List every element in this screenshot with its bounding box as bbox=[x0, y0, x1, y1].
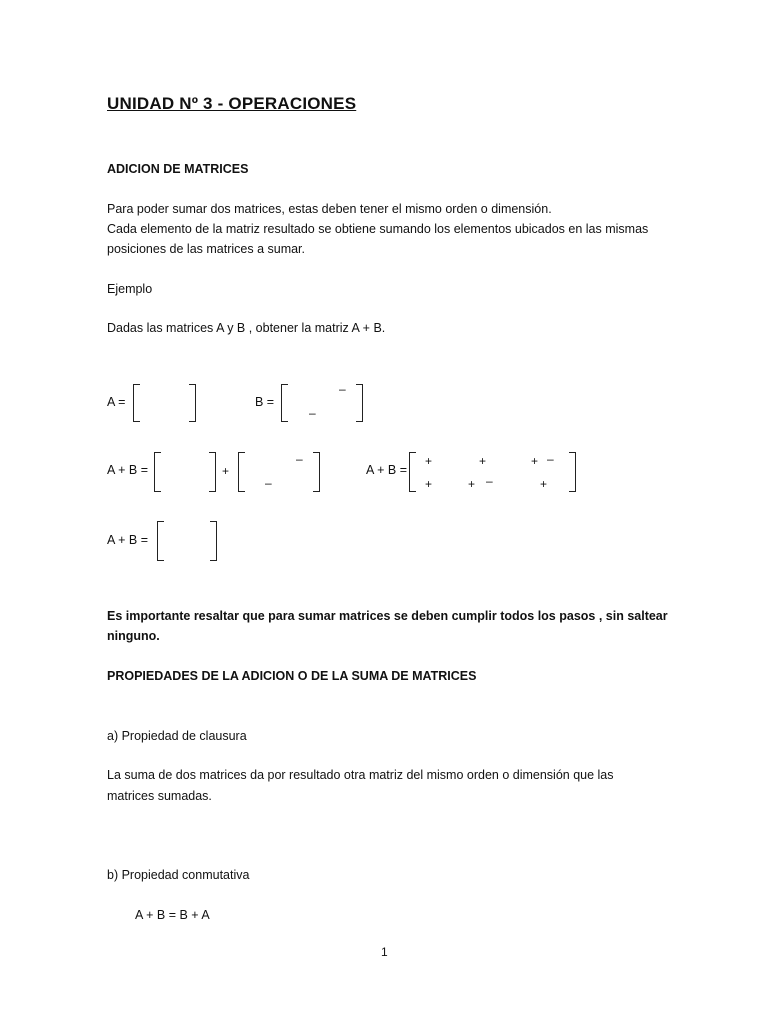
property-b-title: b) Propiedad conmutativa bbox=[107, 868, 250, 882]
intro-line-1: Para poder sumar dos matrices, estas deben tener el mismo orden o dimensión. bbox=[107, 202, 552, 216]
matrix-a-right-bracket bbox=[189, 384, 196, 422]
property-b-formula: A + B = B + A bbox=[135, 908, 210, 922]
page-number: 1 bbox=[381, 945, 388, 959]
sum-matrix-b-minus-sign: – bbox=[265, 476, 272, 490]
section-heading-adicion: ADICION DE MATRICES bbox=[107, 162, 249, 176]
intro-line-2: Cada elemento de la matriz resultado se obtiene sumando los elementos ubicados en las mismas bbox=[107, 222, 649, 236]
sum-expanded-plus-sign: + bbox=[425, 477, 433, 491]
sum-expanded-plus-sign: + bbox=[468, 477, 476, 491]
sum-expanded-label: A + B = bbox=[366, 463, 408, 477]
sum-expanded-plus-sign: + bbox=[531, 454, 539, 468]
result-label: A + B = bbox=[107, 533, 149, 547]
sum-matrix-b-minus-sign: – bbox=[296, 452, 303, 466]
section-heading-propiedades: PROPIEDADES DE LA ADICION O DE LA SUMA DE MATRICES bbox=[107, 669, 477, 683]
result-left-bracket bbox=[157, 521, 164, 561]
sum-expanded-plus-sign: + bbox=[425, 454, 433, 468]
sum-expanded-plus-sign: + bbox=[540, 477, 548, 491]
sum-matrix-b-left-bracket bbox=[238, 452, 245, 492]
plus-sign: + bbox=[222, 464, 230, 478]
result-right-bracket bbox=[210, 521, 217, 561]
matrix-a-left-bracket bbox=[133, 384, 140, 422]
property-a-text-line-2: matrices sumadas. bbox=[107, 789, 212, 803]
matrix-b-label: B = bbox=[255, 395, 275, 409]
sum-matrix-a-left-bracket bbox=[154, 452, 161, 492]
important-note-line-2: ninguno. bbox=[107, 629, 160, 643]
property-a-title: a) Propiedad de clausura bbox=[107, 729, 247, 743]
sum-matrix-a-right-bracket bbox=[209, 452, 216, 492]
matrix-b-left-bracket bbox=[281, 384, 288, 422]
example-prompt: Dadas las matrices A y B , obtener la matriz A + B. bbox=[107, 321, 386, 335]
matrix-b-right-bracket bbox=[356, 384, 363, 422]
intro-line-3: posiciones de las matrices a sumar. bbox=[107, 242, 306, 256]
important-note-line-1: Es importante resaltar que para sumar matrices se deben cumplir todos los pasos , sin saltear bbox=[107, 609, 668, 623]
sum-label: A + B = bbox=[107, 463, 149, 477]
sum-expanded-left-bracket bbox=[409, 452, 416, 492]
matrix-b-minus-sign: – bbox=[339, 382, 346, 396]
sum-expanded-minus-sign: – bbox=[486, 474, 493, 488]
page-title: UNIDAD Nº 3 - OPERACIONES bbox=[107, 94, 357, 113]
property-a-text-line-1: La suma de dos matrices da por resultado otra matriz del mismo orden o dimensión que las bbox=[107, 768, 614, 782]
sum-matrix-b-right-bracket bbox=[313, 452, 320, 492]
sum-expanded-plus-sign: + bbox=[479, 454, 487, 468]
matrix-a-label: A = bbox=[107, 395, 126, 409]
example-label: Ejemplo bbox=[107, 282, 153, 296]
matrix-b-minus-sign: – bbox=[309, 406, 316, 420]
sum-expanded-minus-sign: – bbox=[547, 452, 554, 466]
sum-expanded-right-bracket bbox=[569, 452, 576, 492]
